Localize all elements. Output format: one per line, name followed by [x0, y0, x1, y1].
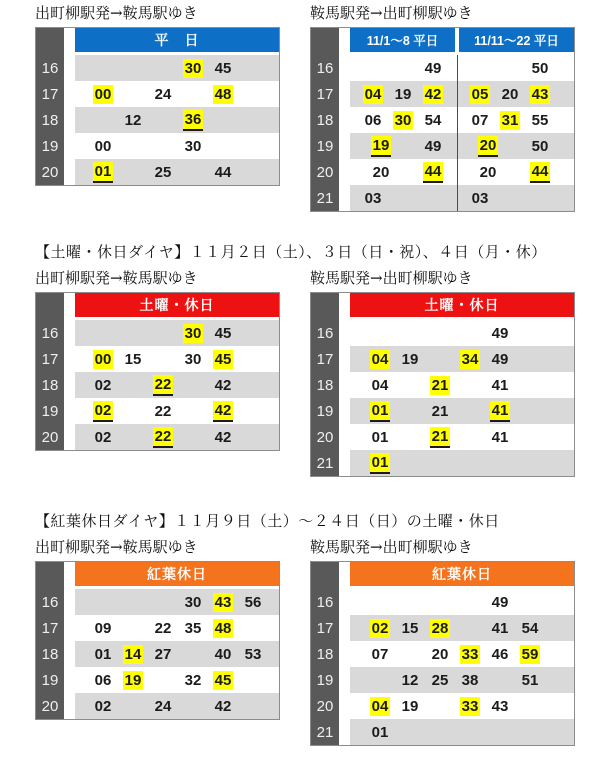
timetable-row — [350, 107, 574, 133]
minute-cell: 07 — [371, 645, 389, 663]
minute-cell: 00 — [94, 137, 112, 155]
timetable-body — [350, 562, 574, 745]
hour-column — [311, 562, 339, 745]
hour-label: 18 — [41, 111, 59, 129]
minute-cell: 19 — [401, 697, 419, 715]
left-table-title: 出町柳駅発→鞍馬駅ゆき — [35, 538, 198, 556]
timetable-momiji-to-kurama — [35, 561, 280, 720]
timetable-row — [75, 589, 279, 615]
hour-label: 21 — [316, 723, 334, 741]
timetable-row — [350, 615, 574, 641]
hour-label: 18 — [41, 376, 59, 394]
timetable-momiji-to-demachiyanagi — [310, 561, 575, 746]
timetable-row — [75, 641, 279, 667]
minute-cell: 21 — [430, 427, 451, 448]
minute-cell: 45 — [214, 324, 232, 342]
minute-cell: 20 — [479, 163, 497, 181]
momiji-holiday-heading: 【紅葉休日ダイヤ】１１月９日（土）〜２４日（日）の土曜・休日 — [35, 512, 500, 530]
hour-column-header — [311, 28, 339, 55]
timetable-row — [350, 424, 574, 450]
hour-label: 17 — [41, 619, 59, 637]
minute-cell: 04 — [371, 350, 389, 368]
minute-cell: 25 — [154, 163, 172, 181]
minute-cell: 01 — [93, 162, 114, 183]
minute-cell: 44 — [530, 162, 551, 183]
hour-label: 20 — [41, 163, 59, 181]
minute-cell: 24 — [154, 85, 172, 103]
section-momiji-holiday — [0, 510, 600, 746]
minute-cell: 45 — [214, 671, 232, 689]
minute-cell: 45 — [214, 350, 232, 368]
hour-label: 19 — [316, 402, 334, 420]
timetable-header-label: 紅葉休日 — [75, 562, 279, 586]
timetable-weekday-to-demachiyanagi — [310, 27, 575, 212]
hour-column — [36, 28, 64, 185]
minute-cell: 56 — [244, 593, 262, 611]
timetable-weekday-to-kurama — [35, 27, 280, 186]
minute-cell: 01 — [370, 401, 391, 422]
minute-cell: 19 — [401, 350, 419, 368]
timetable-row — [75, 81, 279, 107]
minute-cell: 42 — [214, 697, 232, 715]
titles-row — [0, 268, 600, 288]
left-table-title: 出町柳駅発→鞍馬駅ゆき — [35, 4, 198, 22]
minute-cell: 01 — [370, 453, 391, 474]
timetable-row — [75, 693, 279, 719]
timetable-row — [350, 641, 574, 667]
minute-cell: 02 — [94, 697, 112, 715]
minute-cell: 50 — [531, 59, 549, 77]
column-group-2 — [457, 133, 574, 159]
timetable-header-label: 土曜・休日 — [75, 293, 279, 317]
minute-cell: 06 — [364, 111, 382, 129]
timetable-row — [350, 159, 574, 185]
minute-cell: 01 — [371, 723, 389, 741]
minute-cell: 12 — [401, 671, 419, 689]
hour-column-header — [36, 28, 64, 55]
minute-cell: 49 — [491, 350, 509, 368]
minute-cell: 33 — [461, 697, 479, 715]
timetable-row — [350, 450, 574, 476]
minute-cell: 48 — [214, 619, 232, 637]
timetable-body — [75, 293, 279, 450]
column-group-1 — [350, 55, 457, 81]
minute-cell: 41 — [490, 401, 511, 422]
hour-label: 19 — [41, 137, 59, 155]
hour-label: 20 — [316, 163, 334, 181]
tables-row — [0, 292, 600, 477]
hour-label: 19 — [316, 137, 334, 155]
timetable-header-label: 11/1〜8 平日 — [350, 28, 455, 52]
minute-cell: 42 — [214, 428, 232, 446]
minute-cell: 00 — [94, 85, 112, 103]
timetable-row — [350, 133, 574, 159]
column-group-2 — [457, 55, 574, 81]
titles-row — [0, 537, 600, 557]
minute-cell: 36 — [183, 110, 204, 131]
minute-cell: 33 — [461, 645, 479, 663]
minute-cell: 48 — [214, 85, 232, 103]
hour-label: 19 — [41, 671, 59, 689]
hour-label: 16 — [316, 324, 334, 342]
minute-cell: 30 — [184, 137, 202, 155]
minute-cell: 15 — [401, 619, 419, 637]
timetable-row — [350, 667, 574, 693]
minute-cell: 22 — [154, 619, 172, 637]
timetable-body — [75, 562, 279, 719]
minute-cell: 09 — [94, 619, 112, 637]
minute-cell: 25 — [431, 671, 449, 689]
timetable-row — [350, 372, 574, 398]
hour-label: 20 — [316, 697, 334, 715]
minute-cell: 59 — [521, 645, 539, 663]
minute-cell: 50 — [531, 137, 549, 155]
minute-cell: 38 — [461, 671, 479, 689]
timetable-row — [350, 185, 574, 211]
hour-column — [36, 562, 64, 719]
minute-cell: 02 — [93, 401, 114, 422]
minute-cell: 55 — [531, 111, 549, 129]
timetable-row — [75, 667, 279, 693]
column-group-2 — [457, 81, 574, 107]
minute-cell: 30 — [184, 324, 202, 342]
hour-column — [36, 293, 64, 450]
minute-cell: 30 — [184, 593, 202, 611]
section-saturday-holiday — [0, 241, 600, 477]
minute-cell: 21 — [431, 402, 449, 420]
timetable-row — [350, 693, 574, 719]
minute-cell: 01 — [94, 645, 112, 663]
minute-cell: 41 — [491, 376, 509, 394]
timetable-row — [350, 719, 574, 745]
hour-label: 16 — [41, 593, 59, 611]
minute-cell: 32 — [184, 671, 202, 689]
hour-label: 17 — [316, 350, 334, 368]
hour-label: 21 — [316, 454, 334, 472]
column-group-2 — [457, 185, 574, 211]
hour-label: 20 — [316, 428, 334, 446]
hour-label: 16 — [41, 324, 59, 342]
minute-cell: 00 — [94, 350, 112, 368]
minute-cell: 22 — [154, 402, 172, 420]
hour-label: 19 — [316, 671, 334, 689]
minute-cell: 01 — [371, 428, 389, 446]
timetable-row — [75, 398, 279, 424]
minute-cell: 45 — [214, 59, 232, 77]
minute-cell: 43 — [214, 593, 232, 611]
timetable-row — [75, 424, 279, 450]
minute-cell: 20 — [478, 136, 499, 157]
timetable-row — [350, 55, 574, 81]
hour-label: 18 — [316, 111, 334, 129]
hour-label: 16 — [41, 59, 59, 77]
hour-label: 17 — [316, 619, 334, 637]
timetable-holiday-to-demachiyanagi — [310, 292, 575, 477]
hour-label: 18 — [316, 376, 334, 394]
timetable-holiday-to-kurama — [35, 292, 280, 451]
minute-cell: 44 — [214, 163, 232, 181]
minute-cell: 02 — [94, 376, 112, 394]
timetable-row — [75, 107, 279, 133]
minute-cell: 19 — [124, 671, 142, 689]
tables-row — [0, 561, 600, 746]
right-table-title: 鞍馬駅発→出町柳駅ゆき — [310, 538, 473, 556]
timetable-row — [350, 398, 574, 424]
minute-cell: 27 — [154, 645, 172, 663]
timetable-row — [75, 346, 279, 372]
minute-cell: 24 — [154, 697, 172, 715]
minute-cell: 42 — [213, 401, 234, 422]
hour-label: 16 — [316, 59, 334, 77]
minute-cell: 42 — [424, 85, 442, 103]
minute-cell: 30 — [184, 350, 202, 368]
minute-cell: 06 — [94, 671, 112, 689]
minute-cell: 46 — [491, 645, 509, 663]
timetable-header — [350, 28, 574, 52]
timetable-row — [75, 133, 279, 159]
hour-label: 17 — [41, 85, 59, 103]
column-group-1 — [350, 185, 457, 211]
column-group-2 — [457, 159, 574, 185]
column-group-1 — [350, 159, 457, 185]
hour-column-header — [36, 562, 64, 589]
minute-cell: 30 — [184, 59, 202, 77]
timetable-row — [350, 320, 574, 346]
minute-cell: 04 — [371, 376, 389, 394]
timetable-header-label: 土曜・休日 — [350, 293, 574, 317]
saturday-holiday-heading: 【土曜・休日ダイヤ】１１月２日（土）、３日（日・祝）、４日（月・休） — [35, 243, 547, 261]
minute-cell: 49 — [491, 593, 509, 611]
hour-label: 17 — [316, 85, 334, 103]
minute-cell: 12 — [124, 111, 142, 129]
left-table-title: 出町柳駅発→鞍馬駅ゆき — [35, 269, 198, 287]
minute-cell: 20 — [431, 645, 449, 663]
minute-cell: 03 — [471, 189, 489, 207]
timetable-header-label: 紅葉休日 — [350, 562, 574, 586]
minute-cell: 22 — [153, 375, 174, 396]
timetable-body — [350, 293, 574, 476]
timetable-row — [350, 81, 574, 107]
hour-label: 21 — [316, 189, 334, 207]
hour-column-header — [311, 562, 339, 589]
timetable-row — [350, 589, 574, 615]
column-group-1 — [350, 133, 457, 159]
timetable-body — [75, 28, 279, 185]
minute-cell: 35 — [184, 619, 202, 637]
hour-label: 20 — [41, 697, 59, 715]
column-group-1 — [350, 81, 457, 107]
timetable-row — [75, 372, 279, 398]
minute-cell: 21 — [431, 376, 449, 394]
timetable-row — [75, 615, 279, 641]
minute-cell: 04 — [371, 697, 389, 715]
minute-cell: 42 — [214, 376, 232, 394]
minute-cell: 19 — [394, 85, 412, 103]
timetable-header-label: 平 日 — [75, 28, 279, 52]
minute-cell: 44 — [423, 162, 444, 183]
minute-cell: 54 — [521, 619, 539, 637]
hour-label: 16 — [316, 593, 334, 611]
minute-cell: 15 — [124, 350, 142, 368]
hour-column — [311, 293, 339, 476]
minute-cell: 07 — [471, 111, 489, 129]
hour-label: 18 — [41, 645, 59, 663]
minute-cell: 41 — [491, 428, 509, 446]
minute-cell: 02 — [94, 428, 112, 446]
minute-cell: 03 — [364, 189, 382, 207]
minute-cell: 14 — [124, 645, 142, 663]
minute-cell: 04 — [364, 85, 382, 103]
hour-column-header — [311, 293, 339, 320]
timetable-row — [75, 159, 279, 185]
minute-cell: 43 — [531, 85, 549, 103]
minute-cell: 54 — [424, 111, 442, 129]
minute-cell: 43 — [491, 697, 509, 715]
right-table-title: 鞍馬駅発→出町柳駅ゆき — [310, 4, 473, 22]
timetable-body — [350, 28, 574, 211]
minute-cell: 28 — [431, 619, 449, 637]
hour-label: 17 — [41, 350, 59, 368]
minute-cell: 30 — [394, 111, 412, 129]
minute-cell: 49 — [491, 324, 509, 342]
tables-row — [0, 27, 600, 212]
minute-cell: 05 — [471, 85, 489, 103]
timetable-row — [350, 346, 574, 372]
right-table-title: 鞍馬駅発→出町柳駅ゆき — [310, 269, 473, 287]
column-group-1 — [350, 107, 457, 133]
hour-label: 19 — [41, 402, 59, 420]
section-weekday — [0, 3, 600, 212]
minute-cell: 19 — [371, 136, 392, 157]
minute-cell: 51 — [521, 671, 539, 689]
minute-cell: 20 — [501, 85, 519, 103]
hour-label: 20 — [41, 428, 59, 446]
minute-cell: 31 — [501, 111, 519, 129]
minute-cell: 02 — [371, 619, 389, 637]
timetable-row — [75, 320, 279, 346]
hour-column-header — [36, 293, 64, 320]
minute-cell: 20 — [372, 163, 390, 181]
minute-cell: 53 — [244, 645, 262, 663]
column-group-2 — [457, 107, 574, 133]
hour-label: 18 — [316, 645, 334, 663]
timetable-header-label: 11/11〜22 平日 — [459, 28, 574, 52]
minute-cell: 40 — [214, 645, 232, 663]
minute-cell: 22 — [153, 427, 174, 448]
minute-cell: 34 — [461, 350, 479, 368]
minute-cell: 41 — [491, 619, 509, 637]
timetable-row — [75, 55, 279, 81]
hour-column — [311, 28, 339, 211]
minute-cell: 49 — [424, 137, 442, 155]
minute-cell: 49 — [424, 59, 442, 77]
titles-row — [0, 3, 600, 23]
